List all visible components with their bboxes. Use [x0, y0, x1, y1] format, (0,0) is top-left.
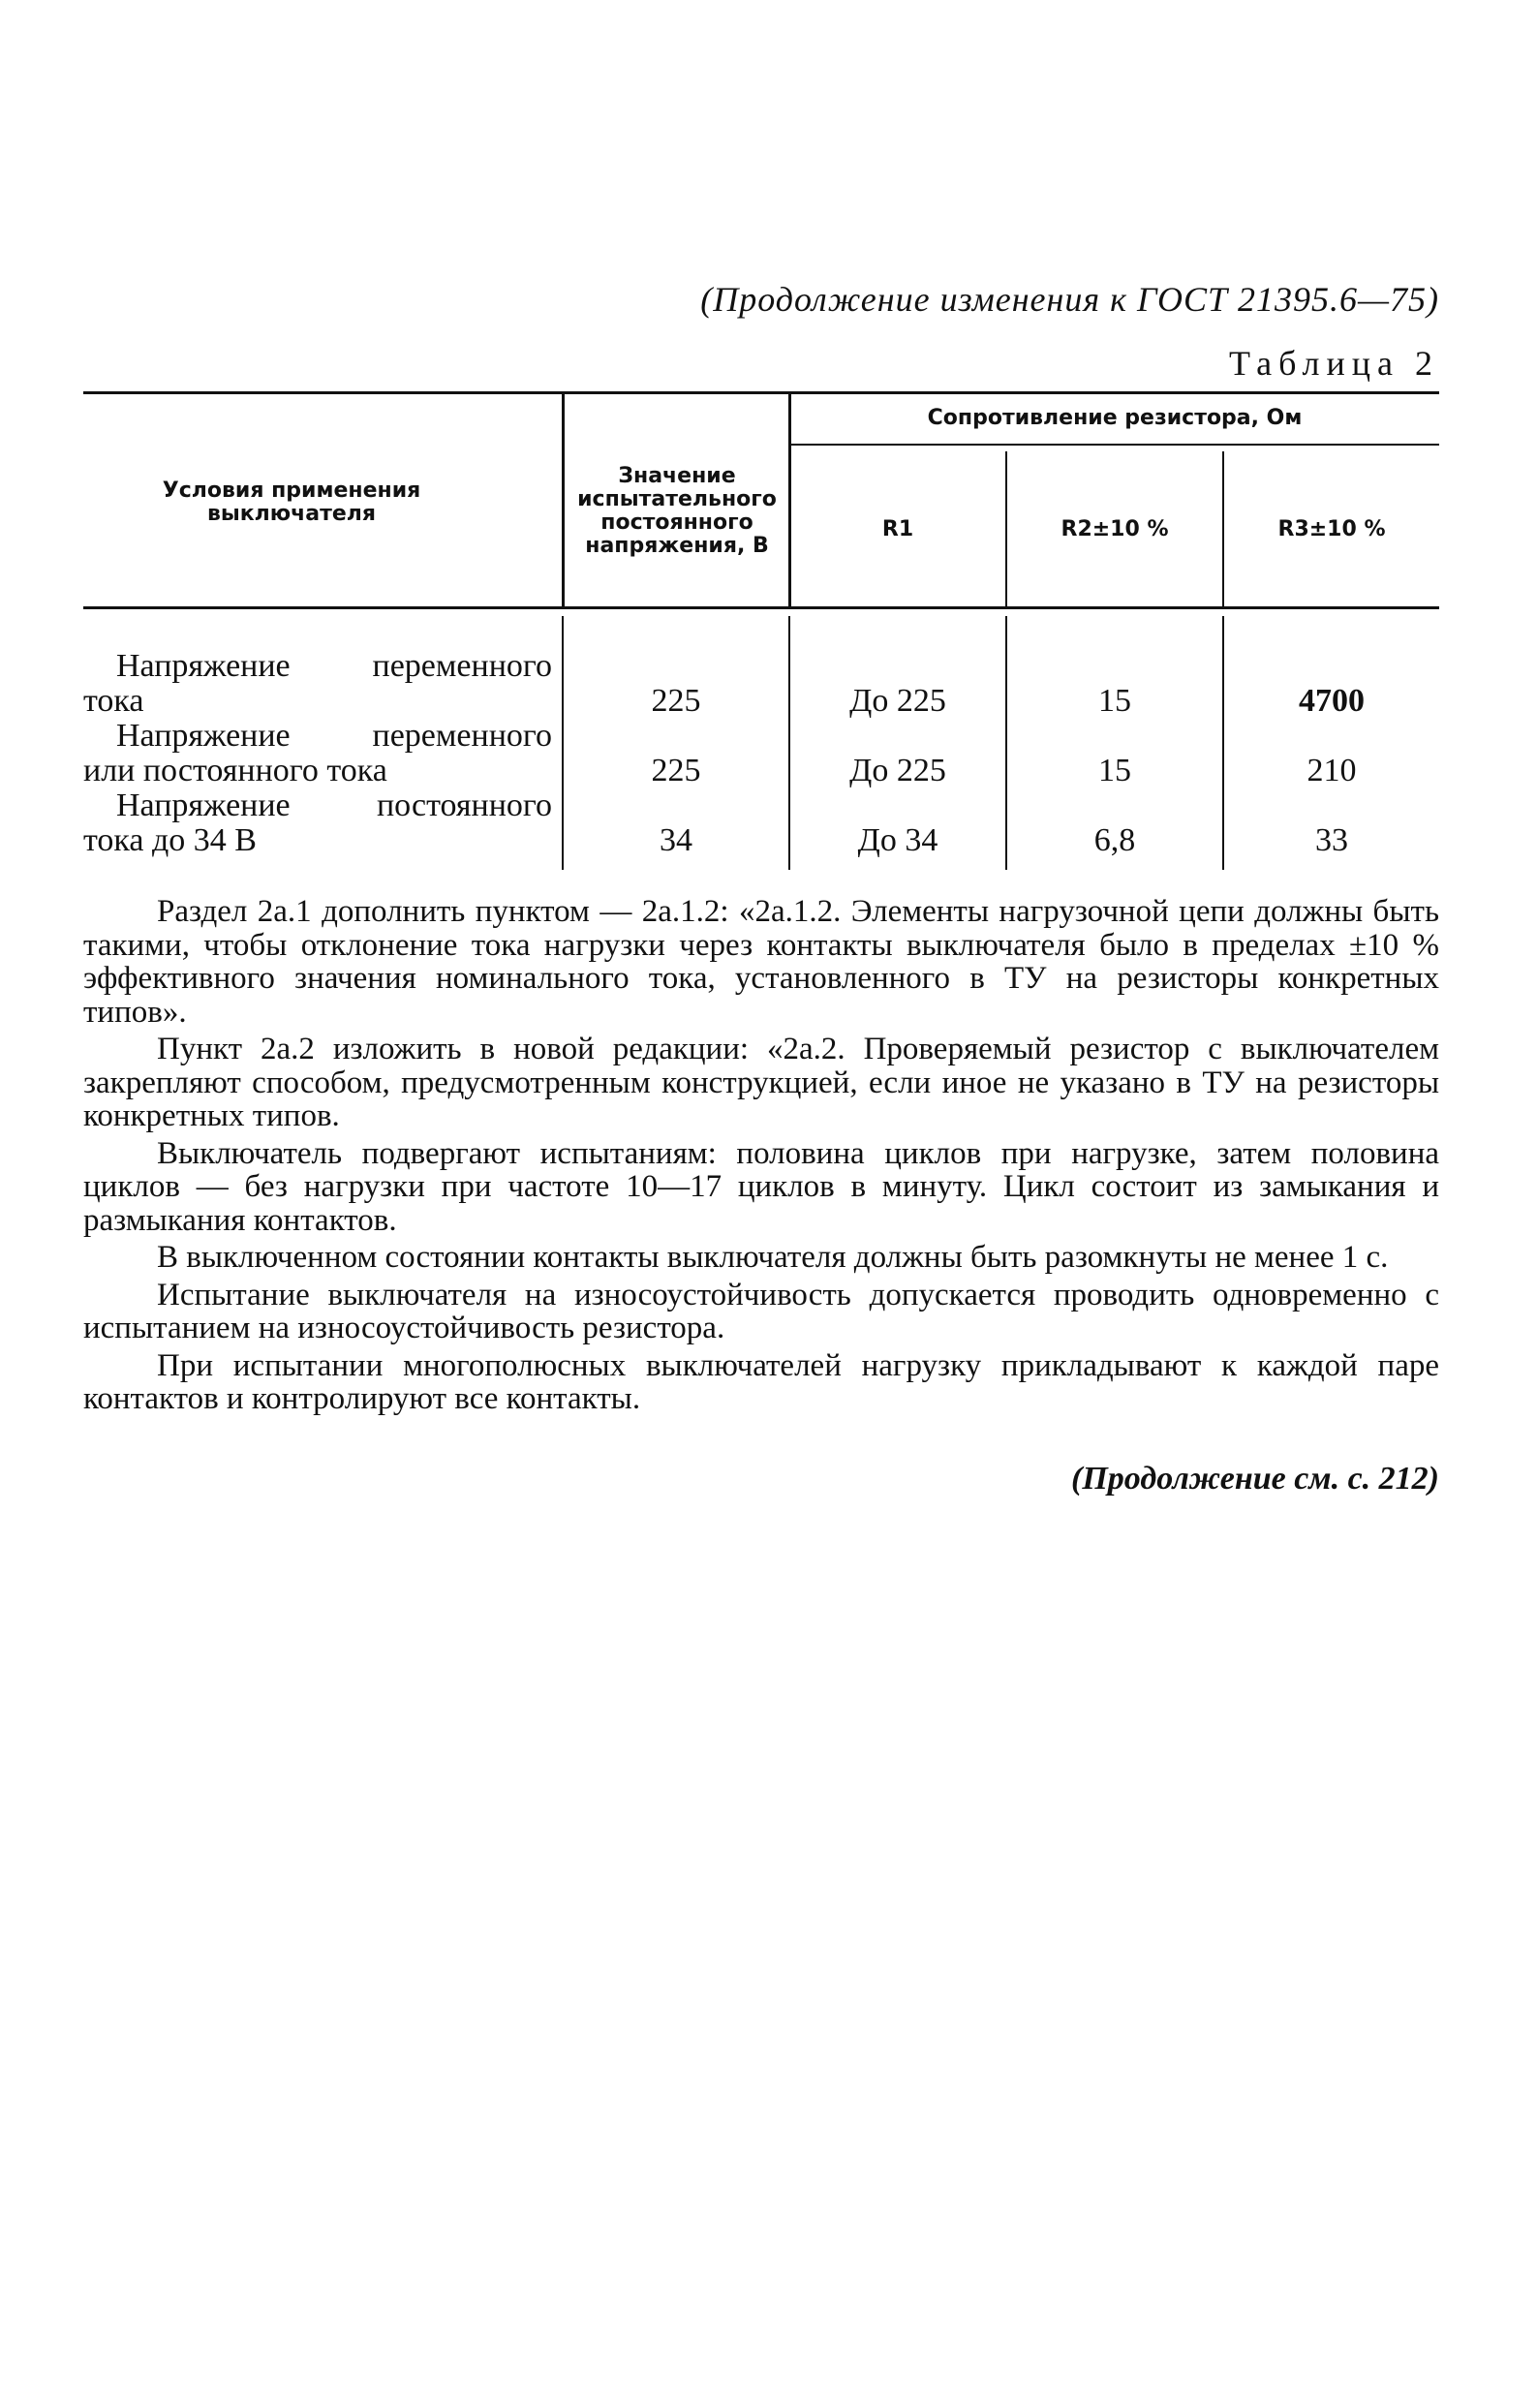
document-page — [83, 0, 1439, 2408]
row-1-r1: До 225 — [849, 683, 946, 719]
table-label: Таблица 2 — [1229, 344, 1439, 383]
row-2-r1: До 225 — [849, 753, 946, 788]
continuation-header: (Продолжение изменения к ГОСТ 21395.6—75) — [700, 280, 1439, 319]
paragraph-6: При испытании многополюсных выключателей нагрузку прикладывают к каждой паре контактов и контролируют все контакты. — [83, 1347, 1439, 1416]
header-conditions: Условия применения выключателя — [162, 479, 421, 526]
row-2-condition-line2: или постоянного тока — [83, 753, 387, 788]
paragraph-2: Пункт 2а.2 изложить в новой редакции: «2а.2. Проверяемый резистор с выключателем закрепляют способом, предусмотренным конструкцией, если иное не указано в ТУ на резисторы конкретных типов. — [83, 1032, 1439, 1133]
resistance-table — [83, 391, 1439, 876]
col-divider-1-header — [562, 391, 565, 606]
row-3-r3: 33 — [1315, 822, 1348, 858]
paragraph-5: Испытание выключателя на износоустойчивость допускается проводить одновременно с испытанием на износоустойчивость резистора. — [83, 1277, 1439, 1345]
row-1-condition-line1: Напряжение переменного — [116, 648, 552, 684]
row-3-condition-line2: тока до 34 В — [83, 822, 257, 858]
row-2-condition — [83, 719, 552, 788]
row-3-voltage: 34 — [660, 822, 692, 858]
header-resistance-group: Сопротивление резистора, Ом — [927, 406, 1303, 430]
row-2-condition-line1: Напряжение переменного — [116, 718, 552, 754]
paragraph-3: Выключатель подвергают испытаниям: половина циклов при нагрузке, затем половина циклов — без нагрузки при частоте 10—17 циклов в минуту. Цикл состоит из замыкания и размыкания контактов. — [83, 1135, 1439, 1238]
row-3-condition-line1: Напряжение постоянного — [116, 787, 552, 823]
header-r2: R2±10 % — [1061, 517, 1169, 541]
header-test-voltage: Значение испытательного постоянного напряжения, В — [577, 464, 777, 558]
continuation-footer: (Продолжение см. с. 212) — [1071, 1461, 1439, 1497]
row-3-r2: 6,8 — [1093, 822, 1136, 858]
row-2-r2: 15 — [1098, 753, 1131, 788]
row-1-r3: 4700 — [1299, 683, 1365, 719]
row-2-r3: 210 — [1306, 753, 1357, 788]
resistance-group-rule — [788, 444, 1439, 446]
header-r1: R1 — [881, 517, 914, 541]
header-r3: R3±10 % — [1277, 517, 1386, 541]
row-1-voltage: 225 — [651, 683, 701, 719]
table-header-bottom-rule — [83, 606, 1439, 609]
row-2-voltage: 225 — [651, 753, 701, 788]
paragraph-1: Раздел 2а.1 дополнить пунктом — 2а.1.2: «2а.1.2. Элементы нагрузочной цепи должны быть такими, чтобы отклонение тока нагрузки через контакты выключателя было в пределах ±10 % эффективного значения номинального тока, установленного в ТУ на резисторы конкретных типов». — [83, 894, 1439, 1030]
row-1-condition — [83, 649, 552, 719]
paragraph-4: В выключенном состоянии контакты выключателя должны быть разомкнуты не менее 1 с. — [157, 1240, 1389, 1275]
amendment-text — [83, 895, 1439, 1420]
row-1-r2: 15 — [1098, 683, 1131, 719]
table-top-rule — [83, 391, 1439, 394]
row-3-condition — [83, 788, 552, 858]
row-1-condition-line2: тока — [83, 683, 144, 719]
row-3-r1: До 34 — [857, 822, 938, 858]
